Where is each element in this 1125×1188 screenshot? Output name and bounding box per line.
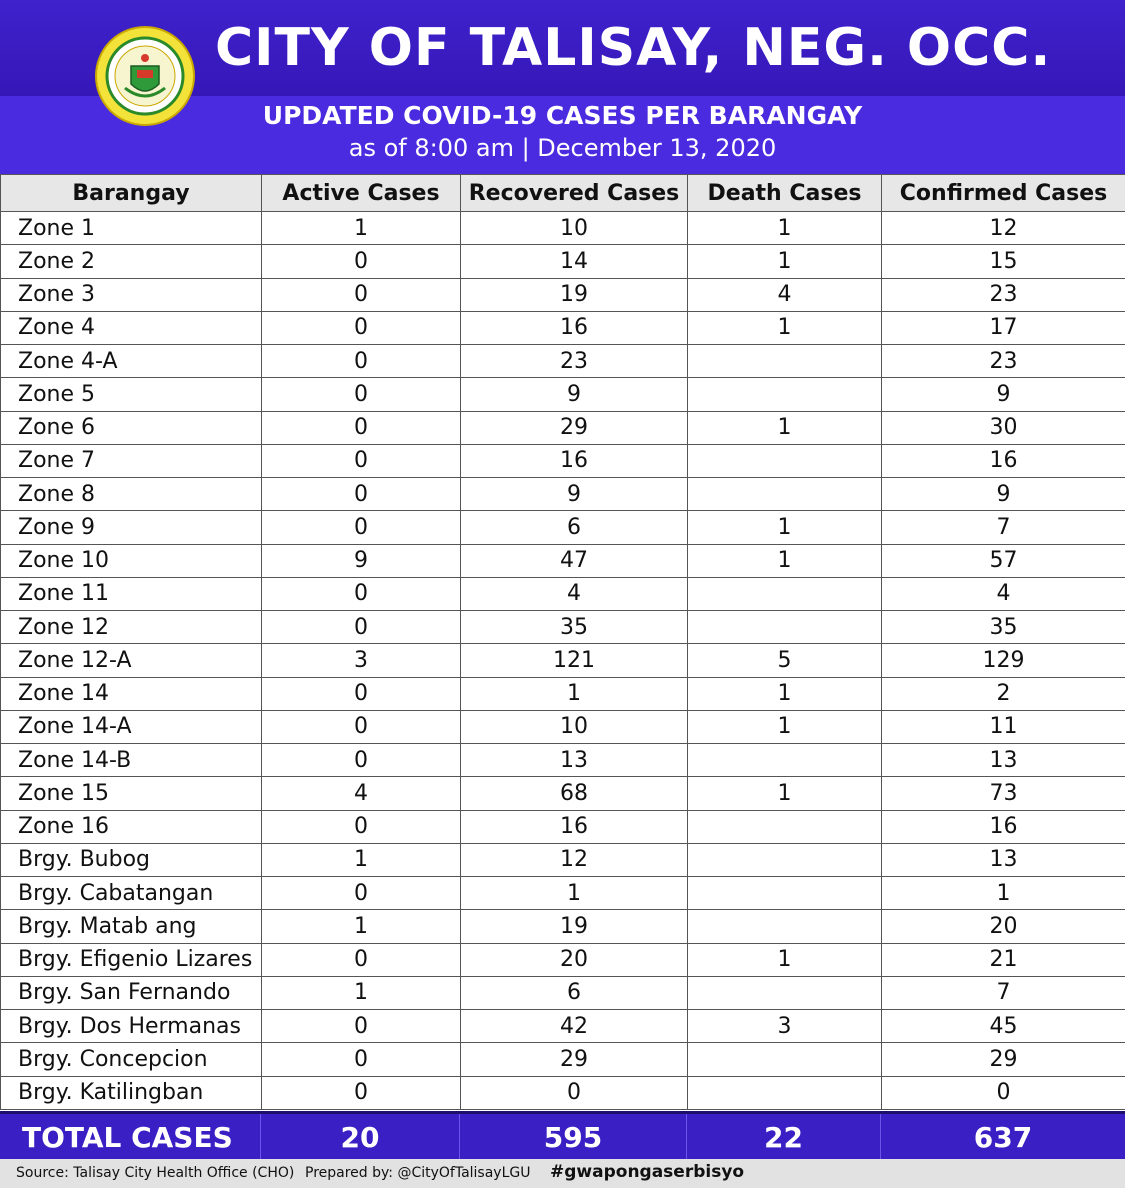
cell-recovered: 16 bbox=[461, 810, 688, 843]
table-row bbox=[1, 345, 1125, 378]
report-date: as of 8:00 am | December 13, 2020 bbox=[348, 134, 777, 162]
cell-confirmed: 23 bbox=[882, 278, 1125, 311]
cell-recovered: 10 bbox=[461, 212, 688, 245]
cell-recovered: 13 bbox=[461, 744, 688, 777]
cell-active: 0 bbox=[262, 744, 461, 777]
cell-barangay: Zone 4 bbox=[1, 311, 262, 344]
cell-recovered: 16 bbox=[461, 444, 688, 477]
table-row bbox=[1, 976, 1125, 1009]
cell-confirmed: 17 bbox=[882, 311, 1125, 344]
table-row bbox=[1, 877, 1125, 910]
cell-confirmed: 21 bbox=[882, 943, 1125, 976]
cell-active: 0 bbox=[262, 278, 461, 311]
table-row bbox=[1, 1010, 1125, 1043]
cell-active: 4 bbox=[262, 777, 461, 810]
cell-death bbox=[688, 378, 882, 411]
cell-barangay: Brgy. Dos Hermanas bbox=[1, 1010, 262, 1043]
cell-death: 1 bbox=[688, 212, 882, 245]
city-title: CITY OF TALISAY, NEG. OCC. bbox=[215, 18, 1052, 78]
cell-active: 0 bbox=[262, 1010, 461, 1043]
cell-active: 0 bbox=[262, 710, 461, 743]
cell-death: 1 bbox=[688, 544, 882, 577]
cell-confirmed: 9 bbox=[882, 378, 1125, 411]
column-header-death: Death Cases bbox=[688, 175, 882, 212]
cell-barangay: Zone 15 bbox=[1, 777, 262, 810]
cell-confirmed: 30 bbox=[882, 411, 1125, 444]
table-row bbox=[1, 1043, 1125, 1076]
cell-active: 0 bbox=[262, 511, 461, 544]
cell-barangay: Zone 9 bbox=[1, 511, 262, 544]
cell-barangay: Zone 14-B bbox=[1, 744, 262, 777]
cell-confirmed: 129 bbox=[882, 644, 1125, 677]
cell-active: 0 bbox=[262, 311, 461, 344]
total-confirmed: 637 bbox=[973, 1121, 1033, 1154]
cell-barangay: Zone 12 bbox=[1, 611, 262, 644]
table-row bbox=[1, 245, 1125, 278]
cell-active: 1 bbox=[262, 212, 461, 245]
cell-barangay: Zone 1 bbox=[1, 212, 262, 245]
table-row bbox=[1, 212, 1125, 245]
column-header-recovered: Recovered Cases bbox=[461, 175, 688, 212]
cell-barangay: Brgy. Katilingban bbox=[1, 1076, 262, 1109]
cell-recovered: 29 bbox=[461, 1043, 688, 1076]
table-row bbox=[1, 777, 1125, 810]
cell-death bbox=[688, 345, 882, 378]
cell-recovered: 12 bbox=[461, 843, 688, 876]
cell-confirmed: 9 bbox=[882, 478, 1125, 511]
cell-active: 0 bbox=[262, 345, 461, 378]
table-row bbox=[1, 644, 1125, 677]
cell-active: 1 bbox=[262, 976, 461, 1009]
cell-confirmed: 29 bbox=[882, 1043, 1125, 1076]
cell-recovered: 4 bbox=[461, 577, 688, 610]
cell-recovered: 6 bbox=[461, 511, 688, 544]
cell-barangay: Brgy. Bubog bbox=[1, 843, 262, 876]
table-row bbox=[1, 544, 1125, 577]
cell-active: 0 bbox=[262, 411, 461, 444]
table-row bbox=[1, 810, 1125, 843]
cell-death bbox=[688, 843, 882, 876]
cell-recovered: 42 bbox=[461, 1010, 688, 1043]
cell-confirmed: 13 bbox=[882, 843, 1125, 876]
cell-barangay: Brgy. Cabatangan bbox=[1, 877, 262, 910]
column-header-barangay: Barangay bbox=[1, 175, 262, 212]
cell-confirmed: 0 bbox=[882, 1076, 1125, 1109]
cell-active: 9 bbox=[262, 544, 461, 577]
cell-barangay: Zone 5 bbox=[1, 378, 262, 411]
report-subtitle: UPDATED COVID-19 CASES PER BARANGAY bbox=[262, 101, 863, 130]
cell-confirmed: 23 bbox=[882, 345, 1125, 378]
cell-confirmed: 11 bbox=[882, 710, 1125, 743]
cell-active: 0 bbox=[262, 378, 461, 411]
cell-confirmed: 20 bbox=[882, 910, 1125, 943]
cell-death bbox=[688, 976, 882, 1009]
table-row bbox=[1, 311, 1125, 344]
cell-death bbox=[688, 444, 882, 477]
totals-label: TOTAL CASES bbox=[0, 1114, 261, 1162]
cell-death bbox=[688, 877, 882, 910]
cell-death: 1 bbox=[688, 943, 882, 976]
cell-active: 0 bbox=[262, 943, 461, 976]
table-row bbox=[1, 511, 1125, 544]
table-header-row bbox=[1, 175, 1125, 212]
cell-barangay: Zone 8 bbox=[1, 478, 262, 511]
cell-recovered: 1 bbox=[461, 877, 688, 910]
total-recovered: 595 bbox=[460, 1114, 687, 1162]
cell-death: 1 bbox=[688, 777, 882, 810]
cell-death: 1 bbox=[688, 411, 882, 444]
cell-death: 1 bbox=[688, 311, 882, 344]
cell-confirmed: 73 bbox=[882, 777, 1125, 810]
table-row bbox=[1, 444, 1125, 477]
cell-barangay: Zone 7 bbox=[1, 444, 262, 477]
cell-recovered: 6 bbox=[461, 976, 688, 1009]
cell-recovered: 14 bbox=[461, 245, 688, 278]
total-death: 22 bbox=[687, 1114, 881, 1162]
cell-recovered: 23 bbox=[461, 345, 688, 378]
table-row bbox=[1, 478, 1125, 511]
cell-confirmed: 7 bbox=[882, 511, 1125, 544]
cell-recovered: 19 bbox=[461, 910, 688, 943]
cell-barangay: Brgy. Concepcion bbox=[1, 1043, 262, 1076]
cell-death: 1 bbox=[688, 710, 882, 743]
cell-active: 0 bbox=[262, 444, 461, 477]
table-row bbox=[1, 411, 1125, 444]
cell-barangay: Zone 4-A bbox=[1, 345, 262, 378]
cell-death bbox=[688, 577, 882, 610]
cell-death: 5 bbox=[688, 644, 882, 677]
cell-confirmed: 35 bbox=[882, 611, 1125, 644]
column-header-confirmed: Confirmed Cases bbox=[882, 175, 1125, 212]
cell-barangay: Zone 14-A bbox=[1, 710, 262, 743]
cell-barangay: Zone 10 bbox=[1, 544, 262, 577]
cell-death: 1 bbox=[688, 511, 882, 544]
cell-barangay: Brgy. Efigenio Lizares bbox=[1, 943, 262, 976]
cell-confirmed: 57 bbox=[882, 544, 1125, 577]
cell-death bbox=[688, 478, 882, 511]
table-row bbox=[1, 943, 1125, 976]
cell-barangay: Zone 16 bbox=[1, 810, 262, 843]
cell-barangay: Zone 14 bbox=[1, 677, 262, 710]
cell-active: 0 bbox=[262, 1043, 461, 1076]
cell-active: 0 bbox=[262, 810, 461, 843]
table-row bbox=[1, 577, 1125, 610]
cell-confirmed: 16 bbox=[882, 444, 1125, 477]
cell-recovered: 9 bbox=[461, 378, 688, 411]
cell-active: 0 bbox=[262, 677, 461, 710]
cell-death bbox=[688, 810, 882, 843]
cell-recovered: 47 bbox=[461, 544, 688, 577]
cell-confirmed: 7 bbox=[882, 976, 1125, 1009]
cell-confirmed: 1 bbox=[882, 877, 1125, 910]
cell-active: 0 bbox=[262, 1076, 461, 1109]
cell-confirmed: 4 bbox=[882, 577, 1125, 610]
cell-confirmed: 15 bbox=[882, 245, 1125, 278]
cell-active: 0 bbox=[262, 478, 461, 511]
header-banner bbox=[0, 0, 1125, 174]
footer-bar bbox=[0, 1159, 1125, 1188]
cell-active: 0 bbox=[262, 611, 461, 644]
cell-recovered: 68 bbox=[461, 777, 688, 810]
cell-recovered: 29 bbox=[461, 411, 688, 444]
table-row bbox=[1, 910, 1125, 943]
cell-recovered: 121 bbox=[461, 644, 688, 677]
cell-barangay: Brgy. San Fernando bbox=[1, 976, 262, 1009]
table-row bbox=[1, 744, 1125, 777]
cell-death bbox=[688, 1076, 882, 1109]
cell-death: 1 bbox=[688, 677, 882, 710]
table-row bbox=[1, 378, 1125, 411]
table-row bbox=[1, 1076, 1125, 1109]
cell-barangay: Zone 3 bbox=[1, 278, 262, 311]
cases-table bbox=[0, 174, 1125, 1110]
cell-barangay: Brgy. Matab ang bbox=[1, 910, 262, 943]
cell-confirmed: 12 bbox=[882, 212, 1125, 245]
cell-death bbox=[688, 611, 882, 644]
cases-table-wrapper bbox=[0, 174, 1125, 1110]
table-row bbox=[1, 710, 1125, 743]
column-header-active: Active Cases bbox=[262, 175, 461, 212]
cell-recovered: 10 bbox=[461, 710, 688, 743]
cell-recovered: 35 bbox=[461, 611, 688, 644]
table-row bbox=[1, 611, 1125, 644]
cell-barangay: Zone 2 bbox=[1, 245, 262, 278]
cell-barangay: Zone 12-A bbox=[1, 644, 262, 677]
cell-confirmed: 13 bbox=[882, 744, 1125, 777]
cell-active: 0 bbox=[262, 577, 461, 610]
cell-barangay: Zone 6 bbox=[1, 411, 262, 444]
cell-active: 1 bbox=[262, 843, 461, 876]
footer-source: Source: Talisay City Health Office (CHO) bbox=[16, 1165, 295, 1181]
cell-recovered: 0 bbox=[461, 1076, 688, 1109]
footer-prepared-by: Prepared by: @CityOfTalisayLGU bbox=[305, 1165, 531, 1181]
cell-active: 0 bbox=[262, 877, 461, 910]
cell-recovered: 16 bbox=[461, 311, 688, 344]
table-row bbox=[1, 278, 1125, 311]
totals-row bbox=[0, 1111, 1125, 1162]
cell-active: 0 bbox=[262, 245, 461, 278]
cell-death: 3 bbox=[688, 1010, 882, 1043]
table-row bbox=[1, 843, 1125, 876]
cell-death: 4 bbox=[688, 278, 882, 311]
cell-barangay: Zone 11 bbox=[1, 577, 262, 610]
total-active: 20 bbox=[261, 1114, 460, 1162]
cell-death bbox=[688, 1043, 882, 1076]
cell-death bbox=[688, 744, 882, 777]
footer-hashtag: #gwapongaserbisyo bbox=[550, 1162, 745, 1182]
cell-active: 3 bbox=[262, 644, 461, 677]
cell-confirmed: 2 bbox=[882, 677, 1125, 710]
cell-death: 1 bbox=[688, 245, 882, 278]
cell-confirmed: 16 bbox=[882, 810, 1125, 843]
cell-recovered: 19 bbox=[461, 278, 688, 311]
table-row bbox=[1, 677, 1125, 710]
cell-death bbox=[688, 910, 882, 943]
cell-confirmed: 45 bbox=[882, 1010, 1125, 1043]
cell-recovered: 9 bbox=[461, 478, 688, 511]
cell-active: 1 bbox=[262, 910, 461, 943]
cell-recovered: 20 bbox=[461, 943, 688, 976]
cell-recovered: 1 bbox=[461, 677, 688, 710]
